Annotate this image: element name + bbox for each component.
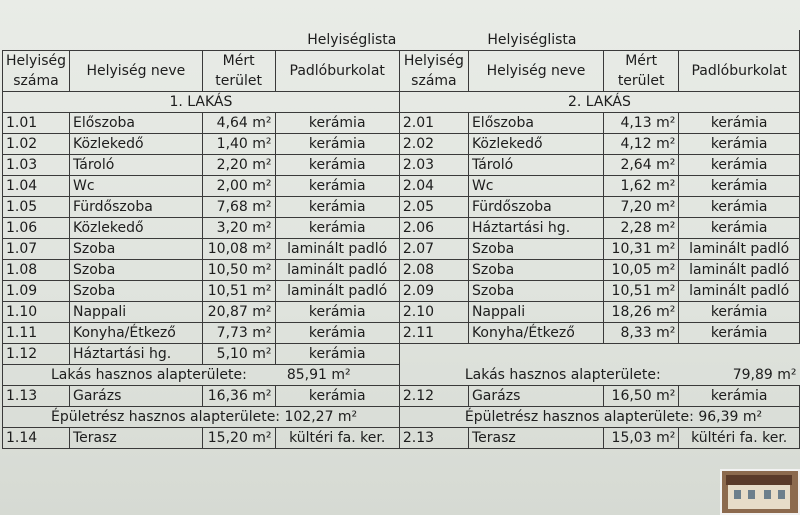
room-number: 2.06 [399, 218, 468, 239]
room-number: 1.02 [3, 134, 70, 155]
useful-area-value: 85,91 m² [286, 366, 351, 383]
header-measured-area: Mért terület [202, 51, 275, 92]
table-row [3, 155, 800, 176]
room-number: 1.04 [3, 176, 70, 197]
room-number: 2.11 [399, 323, 468, 344]
room-floor-covering: kerámia [679, 113, 800, 134]
room-name: Tároló [70, 155, 203, 176]
roof-shape [726, 475, 792, 485]
room-floor-covering: kerámia [275, 197, 399, 218]
building-area-label: Épületrész hasznos alapterülete: [464, 408, 694, 425]
header-measured-area: Mért terület [604, 51, 679, 92]
summary-row [3, 407, 800, 428]
room-area: 10,31 m² [604, 239, 679, 260]
terrace-number: 2.13 [399, 428, 468, 449]
apt1-useful-area [3, 365, 400, 386]
room-area: 10,50 m² [202, 260, 275, 281]
header-room-number: Helyiség száma [399, 51, 468, 92]
room-name: Háztartási hg. [70, 344, 203, 365]
room-name: Szoba [70, 281, 203, 302]
room-number: 1.11 [3, 323, 70, 344]
room-name: Közlekedő [468, 134, 603, 155]
terrace-area: 15,03 m² [604, 428, 679, 449]
room-area: 1,62 m² [604, 176, 679, 197]
room-number: 2.04 [399, 176, 468, 197]
room-name: Konyha/Étkező [468, 323, 603, 344]
title-left: Helyiséglista [3, 30, 400, 51]
window-shape [748, 490, 755, 499]
room-name: Előszoba [70, 113, 203, 134]
title-row [3, 30, 800, 51]
table-row [3, 176, 800, 197]
room-floor-covering: kerámia [679, 323, 800, 344]
room-floor-covering: kerámia [679, 197, 800, 218]
room-floor-covering: kerámia [679, 134, 800, 155]
apartment-label-row [3, 92, 800, 113]
garage-area: 16,36 m² [202, 386, 275, 407]
room-name: Közlekedő [70, 218, 203, 239]
room-number: 1.10 [3, 302, 70, 323]
room-floor-covering: kerámia [275, 176, 399, 197]
room-floor-covering: laminált padló [275, 260, 399, 281]
terrace-number: 1.14 [3, 428, 70, 449]
room-area: 2,20 m² [202, 155, 275, 176]
room-floor-covering: kerámia [679, 218, 800, 239]
header-room-name: Helyiség neve [70, 51, 203, 92]
house-thumbnail [720, 469, 800, 515]
room-name: Nappali [70, 302, 203, 323]
room-area: 10,51 m² [202, 281, 275, 302]
room-floor-covering: kerámia [679, 176, 800, 197]
room-number: 2.09 [399, 281, 468, 302]
room-floor-covering: kerámia [275, 155, 399, 176]
room-name: Előszoba [468, 113, 603, 134]
room-area: 7,20 m² [604, 197, 679, 218]
header-floor-covering: Padlóburkolat [679, 51, 800, 92]
room-floor-covering: laminált padló [679, 260, 800, 281]
room-number: 1.01 [3, 113, 70, 134]
room-area: 18,26 m² [604, 302, 679, 323]
room-area: 2,00 m² [202, 176, 275, 197]
building-area-label: Épületrész hasznos alapterülete: [51, 408, 281, 425]
room-floor-covering: laminált padló [679, 239, 800, 260]
room-number: 1.07 [3, 239, 70, 260]
garage-number: 2.12 [399, 386, 468, 407]
room-area: 7,68 m² [202, 197, 275, 218]
room-floor-covering: kerámia [275, 218, 399, 239]
header-room-number: Helyiség száma [3, 51, 70, 92]
terrace-name: Terasz [468, 428, 603, 449]
room-area: 8,33 m² [604, 323, 679, 344]
room-area: 1,40 m² [202, 134, 275, 155]
terrace-name: Terasz [70, 428, 203, 449]
building-area-value: 96,39 m² [698, 408, 763, 425]
header-row [3, 51, 800, 92]
terrace-floor-covering: kültéri fa. ker. [679, 428, 800, 449]
room-number: 1.06 [3, 218, 70, 239]
room-area: 20,87 m² [202, 302, 275, 323]
table-row [3, 281, 800, 302]
room-name: Közlekedő [70, 134, 203, 155]
room-area: 4,64 m² [202, 113, 275, 134]
room-floor-covering: kerámia [275, 113, 399, 134]
table-row [3, 428, 800, 449]
garage-number: 1.13 [3, 386, 70, 407]
terrace-floor-covering: kültéri fa. ker. [275, 428, 399, 449]
room-number: 1.09 [3, 281, 70, 302]
room-floor-covering: laminált padló [679, 281, 800, 302]
room-name: Szoba [70, 239, 203, 260]
apt1-label: 1. LAKÁS [3, 92, 400, 113]
room-area: 4,13 m² [604, 113, 679, 134]
terrace-area: 15,20 m² [202, 428, 275, 449]
garage-name: Garázs [70, 386, 203, 407]
room-number: 1.12 [3, 344, 70, 365]
window-shape [764, 490, 771, 499]
apt2-label: 2. LAKÁS [399, 92, 799, 113]
table-row [3, 218, 800, 239]
room-name: Fürdőszoba [70, 197, 203, 218]
room-area: 10,08 m² [202, 239, 275, 260]
room-floor-covering: laminált padló [275, 281, 399, 302]
room-name: Szoba [70, 260, 203, 281]
room-area: 2,64 m² [604, 155, 679, 176]
room-name: Fürdőszoba [468, 197, 603, 218]
table-row [3, 260, 800, 281]
room-number: 1.08 [3, 260, 70, 281]
useful-area-value: 79,89 m² [732, 367, 797, 383]
room-name: Szoba [468, 239, 603, 260]
room-floor-covering: kerámia [275, 323, 399, 344]
room-name: Konyha/Étkező [70, 323, 203, 344]
table-row [3, 239, 800, 260]
room-number: 2.07 [399, 239, 468, 260]
room-list-table [2, 30, 800, 449]
garage-floor-covering: kerámia [679, 386, 800, 407]
table-row [3, 302, 800, 323]
room-area: 10,05 m² [604, 260, 679, 281]
apt2-building-area [399, 407, 799, 428]
room-area: 4,12 m² [604, 134, 679, 155]
room-number: 2.01 [399, 113, 468, 134]
useful-area-label: Lakás hasznos alapterülete: [51, 366, 247, 383]
useful-area-label: Lakás hasznos alapterülete: [464, 367, 661, 383]
room-number: 2.10 [399, 302, 468, 323]
room-number: 2.08 [399, 260, 468, 281]
table-row [3, 323, 800, 344]
apt1-building-area [3, 407, 400, 428]
room-name: Tároló [468, 155, 603, 176]
header-room-name: Helyiség neve [468, 51, 603, 92]
table-row [3, 134, 800, 155]
room-number: 1.03 [3, 155, 70, 176]
room-number: 2.03 [399, 155, 468, 176]
table-row [3, 113, 800, 134]
room-name: Szoba [468, 260, 603, 281]
room-floor-covering: kerámia [679, 302, 800, 323]
room-name: Wc [70, 176, 203, 197]
garage-floor-covering: kerámia [275, 386, 399, 407]
header-floor-covering: Padlóburkolat [275, 51, 399, 92]
room-floor-covering: kerámia [275, 344, 399, 365]
room-name: Nappali [468, 302, 603, 323]
room-area: 2,28 m² [604, 218, 679, 239]
table-row [3, 386, 800, 407]
table-row [3, 344, 800, 365]
room-floor-covering: laminált padló [275, 239, 399, 260]
room-name: Háztartási hg. [468, 218, 603, 239]
room-number: 2.05 [399, 197, 468, 218]
room-number: 1.05 [3, 197, 70, 218]
window-shape [734, 490, 741, 499]
room-area: 7,73 m² [202, 323, 275, 344]
room-floor-covering: kerámia [679, 155, 800, 176]
apt2-useful-area [399, 344, 799, 386]
room-area: 5,10 m² [202, 344, 275, 365]
room-floor-covering: kerámia [275, 134, 399, 155]
garage-area: 16,50 m² [604, 386, 679, 407]
garage-name: Garázs [468, 386, 603, 407]
table-row [3, 197, 800, 218]
title-right: Helyiséglista [399, 30, 799, 51]
room-number: 2.02 [399, 134, 468, 155]
room-area: 3,20 m² [202, 218, 275, 239]
building-area-value: 102,27 m² [284, 408, 358, 425]
room-area: 10,51 m² [604, 281, 679, 302]
room-name: Wc [468, 176, 603, 197]
room-floor-covering: kerámia [275, 302, 399, 323]
window-shape [778, 490, 785, 499]
room-name: Szoba [468, 281, 603, 302]
